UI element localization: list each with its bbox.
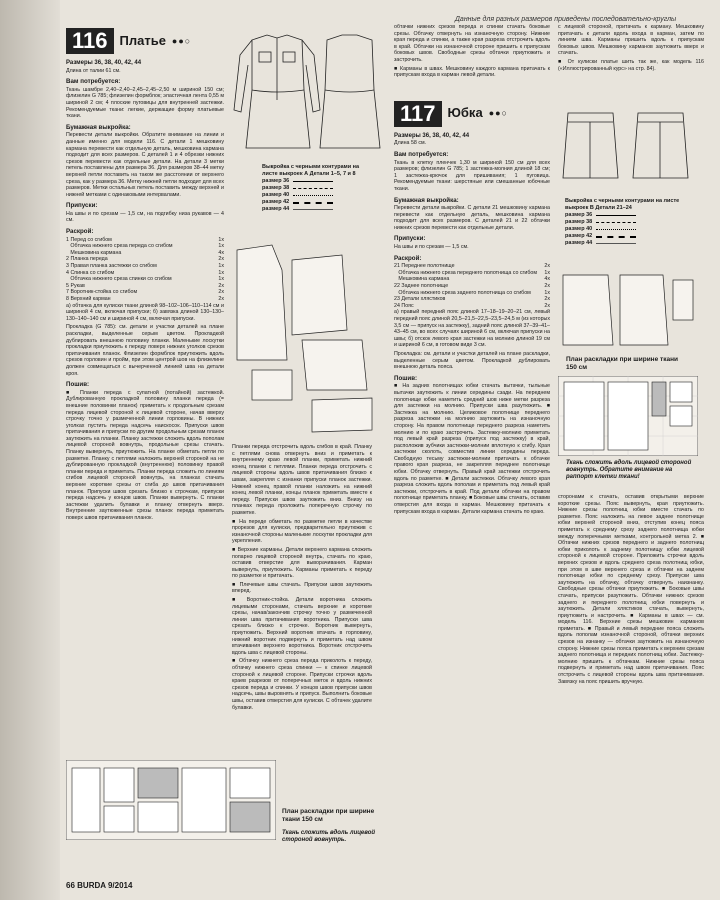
page-header-caption: Данные для разных размеров приведены последовательно-круглы <box>455 16 677 23</box>
dress-plan-title: План раскладки при ширине ткани 150 см <box>282 808 375 823</box>
skirt-pattern-legend <box>565 198 685 247</box>
heading-cutting: Раскрой: <box>66 228 94 236</box>
cutting-item: Обтачка нижнего среза спинки со сгибом 1x <box>70 276 224 283</box>
cutting-item: Обтачка нижнего среза переда со сгибом 1x <box>70 243 224 250</box>
skirt-technical-drawing <box>558 108 698 183</box>
model-sizes: Размеры 36, 38, 40, 42, 44 <box>394 132 470 139</box>
column-skirt-instructions <box>394 24 550 884</box>
sewing-text: ■ На задних полотнищах юбки стачать вытачки, тыльные вытачки заутюжить к линии середины сзади. На переднем полотнище юбки наметить средний шов ниже метки разреза для застежки на молнию. Припуски шва разутюжить. ■ Застежка на молнию. Целиковое полотнище переднего разреза застежки на молнию заутюжить на изнаночную сторону. На правом полотнище переднего разреза наметить молнию и по краю застрочить. Застежку-молнию приметать под левый край разреза (припуск под застежку) в край, расположив зубчики застежки-молнии вплотную к сгибу. Края застежки сколоть, совместив линии середины переда. Свободную тесьму застежки-молнии притачать к обтачке правого края разреза, не закрепляя переднее полотнище юбки. Обтачку отвернуть. Правый край застежки отстрочить вдоль по разметке. ■ Детали застежки. Обтачку левого края разреза сложить вдоль пополам и приметать под левый край застежки, отстрочить в край. Под детали обтачки на правом полотнище приметать планку. ■ Боковые швы стачать, оставив отверстия для входа в карман. Мешковину притачать к припускам входа в карман. Детали кармана стачать по краю. <box>394 383 550 515</box>
allowances-text: На швы и по срезам — 1,5 см, на подгибку низа рукавов — 4 см. <box>66 210 224 224</box>
legend-size-row: размер 44 <box>262 206 372 213</box>
legend-size-row: размер 38 <box>565 219 685 226</box>
fusing-text: Прокладка (G 785): см. детали и участки деталей на плане раскладки, выделенные серым цветом. Прокладкой дублировать внешнюю половину планки. Маленькие лоскутки прокладки приутюжить к переду поверх нижних уголков срезов притачивания планок. Флизелин формблок приутюжить вдоль срезов горловин и пройм, при этом центрой шов на флизелине должен совмещаться с вычерченной линией шва на детали кроя. <box>66 324 224 377</box>
col2-text-5: ■ Воротник-стойка. Детали воротника сложить лицевыми сторонами, стачать верхние и короткие срезы, начав/закончив строчку точно у размеченной линии шва притачивания воротника. Припуски шва срезать близко к строчке. Воротник вывернуть, приутюжить. Верхний воротник втачать в горловину, нижний воротник подвернуть и приметать над швом втачивания верхнего воротника. Воротник отстрочить вдоль шва с лицевой стороны. <box>232 597 372 656</box>
cutting-item: Мешковина кармана 4x <box>70 249 224 256</box>
skirt-pattern-pieces <box>558 270 698 350</box>
model-name: Платье <box>119 32 166 48</box>
cutting-item: 22 Заднее полотнище 2x <box>394 283 550 290</box>
cutting-list <box>66 237 224 303</box>
model-number: 116 <box>66 28 114 54</box>
allowances-text: На швы и по срезам — 1,5 см. <box>394 244 469 251</box>
col4-belt: ■ От кулиски платье шить так же, как модель 116 («Иллюстрированный курс» на стр. 84). <box>558 58 704 72</box>
cutting-item: 8 Верхний карман 2x <box>66 296 224 302</box>
column-dress-instructions <box>66 24 224 844</box>
column-dress-continued <box>232 444 372 744</box>
col2-text-6: ■ Обтачку нижнего среза переда приколоть к переду, обтачку нижнего среза спинки — к спинке лицевой стороной к лицевой стороне. Припуски строчки вдоль краев разрезов от поперечных меток и вдоль нижних срезов переда и спинки. У концов швов припуски швов надсечь, швы выровнять и припуск. Выполнить боковые швы, оставив отверстия для кулиски. С обтачек удалите булавки. <box>232 658 372 711</box>
legend-size-row: размер 36 <box>262 178 372 185</box>
heading-allowances: Припуски: <box>66 202 98 210</box>
cutting-item: 21 Переднее полотнище 2x <box>394 263 550 270</box>
heading-needed: Вам потребуется: <box>394 150 449 158</box>
cutting-item: Обтачка нижнего среза переднего полотнища со сгибом 1x <box>398 269 550 276</box>
page-number: 66 <box>66 881 75 890</box>
cutting-item: 2 Планка переда 2x <box>66 256 224 263</box>
model-sizes: Размеры 36, 38, 40, 42, 44 <box>66 60 142 66</box>
legend-size-row: размер 38 <box>262 185 372 192</box>
col3-intro: обтачки нижних срезов переда и спинки стачать боковые срезы. Обтачку отвернуть на изнаночную сторону. Нижние края переда и спинки, а также края разреза отстрочить вдоль в край. Обтачки на изнаночной стороне пришить к припускам боковых швов. Свободные срезы обтачки приутюжить и застрочить. <box>394 24 550 63</box>
cutting-extra: а) обтачка для кулиски ткани длиной 98–102–106–110–114 см и шириной 4 см, включая припуски; б) завязка длиной 130–130–130–140–140 см и шириной 4 см, включая припуски. <box>66 302 224 322</box>
cutting-extra: а) правый передний пояс длиной 17–18–19–20–21 см, левый передний пояс длиной 20,5–21,5–22,5–23,5–24,5 м (из которых 3,5 см — припуск на застежку), задний пояс длиной 37–39–41–43–45 см, во всех случаях шириной 6 см, включая припуски на швы; б) отскок левого края застежки на молнию длиной 19 см и шириной 6 см, в готовом виде 3 см. <box>394 309 550 349</box>
dress-pattern-pieces <box>232 240 382 440</box>
cutting-item: 24 Пояс 2x <box>394 302 550 309</box>
cutting-item: 3 Правая планка застежки со сгибом 1x <box>66 263 224 270</box>
model-title-117 <box>394 101 550 127</box>
legend-size-row: размер 42 <box>262 199 372 206</box>
fusing-text: Прокладка: см. детали и участки деталей на плане раскладки, выделенные серым цветом. Прокладкой дублировать внешнюю деталь пояса. <box>394 350 550 371</box>
difficulty-dots: ●●○ <box>171 35 192 46</box>
skirt-plan-title: План раскладки при ширине ткани 150 см <box>566 356 679 371</box>
cutting-item: 7 Воротник-стойка со сгибом 2x <box>66 289 224 296</box>
page-footer <box>66 881 132 890</box>
model-length: Длина 58 см. <box>394 140 427 147</box>
needed-text: Ткань шамбре 2,40–2,40–2,45–2,45–2,50 м шириной 150 см; флизелин G 785; флизелин формблок; эластичная лента 0,55 м шириной 2 см; 4 плоские пуговицы для внутренней застежки. Рекомендуемые ткани: легкие, держащие форму платьевые ткани. <box>66 86 224 120</box>
col2-text-4: ■ Плечевые швы стачать. Припуски швов заутюжить вперед. <box>232 581 372 595</box>
legend-size-row: размер 44 <box>565 240 685 247</box>
pattern-text: Перевести детали выкройки. Обратите внимание на линии и данные именно для модели 116. С детали 1 мешковину кармана перевести как отдельную деталь, мешковина кармана подходит для всех размеров. С деталей 1 и 4 обрезки нижних срезов перевести как отдельные детали. На детали 3 метки петель поставлены для размера 36. Для размеров 38–44 метку верхней петли поставить на таком же расстоянии от верхнего среза, как у размера 36. Метку нижней петли подходит для всех размеров. Метки остальных петель поставить между верхней и нижней метками с одинаковыми интервалами. <box>66 132 224 198</box>
col2-text-1: Планки переда отстрочить вдоль сгибов в край. Планку с петлями снова отвернуть вниз и приметать к внутреннему краю левой планки, приметать нижний конец планки с петлями. Планки переда отстрочить с лицевой стороны вдоль швов притачивания близко к швам, закрепляя с изнанки припуски планок застежки. Нижний конец правой планки наложить на нижний конец левой планки, концы планок приметать вместе к переду. Припуски швов заутюжить вниз. Внизу на планках переда проложить поперечную строчку по разметке. <box>232 444 372 516</box>
heading-pattern: Бумажная выкройка: <box>394 196 459 204</box>
legend-size-row: размер 40 <box>262 192 372 199</box>
legend-title: Выкройка с черными контурами на листе выкроек А Детали 1–5, 7 и 8 <box>262 164 360 177</box>
cutting-item: 4 Спинка со сгибом 1x <box>66 269 224 276</box>
needed-text: Ткань в клетку пленчек 1,30 м шириной 150 см для всех размеров; флизелин G 785; 1 застежка-молния длиной 18 см; 1 застежка-крючок для пришивания; 1 пуговица. Рекомендуемые ткани: шерстяные или смешанные юбочные ткани. <box>394 159 550 192</box>
issue-number: 9/2014 <box>107 881 133 890</box>
page-gutter <box>0 0 60 900</box>
legend-title: Выкройка с черными контурами на листе выкроек В Детали 21–24 <box>565 198 680 211</box>
legend-size-row: размер 36 <box>565 212 685 219</box>
legend-size-row: размер 42 <box>565 233 685 240</box>
model-title-116 <box>66 28 224 54</box>
col4-intro: с лицевой стороной, притачать к карману. Мешковину притачать к детали вдоль входа в карман, затем по линиям шва. Карманы пришить вдоль к припускам боковых швов. Мешковину карманов заутюжить вверх и стачать. <box>558 24 704 57</box>
dress-plan-note: Ткань сложить вдоль лицевой стороной вовнутрь. <box>282 830 376 843</box>
heading-sewing: Пошив: <box>66 381 90 389</box>
pattern-text: Перевести детали выкройки. С детали 21 мешковину кармана перевести как отдельную деталь, мешковина кармана подходит для всех размеров. С деталей 21 и 22 обтачки нижних срезов перевести как отдельные детали. <box>394 205 550 231</box>
heading-allowances: Припуски: <box>394 235 426 243</box>
dress-technical-drawing <box>232 30 382 160</box>
cutting-item: 5 Рукав 2x <box>66 282 224 289</box>
cutting-item: 1 Перед со сгибом 1x <box>66 236 224 243</box>
model-length: Длина от талии 61 см. <box>66 67 121 74</box>
difficulty-dots: ●●○ <box>488 108 508 119</box>
cutting-list <box>394 263 550 309</box>
column-skirt-top <box>558 24 704 104</box>
cutting-item: 23 Детали хлястиков 2x <box>394 296 550 303</box>
model-name: Юбка <box>447 105 483 121</box>
brand-name: BURDA <box>77 881 106 890</box>
cutting-item: Обтачка нижнего среза заднего полотнища со сгибом 1x <box>398 289 550 296</box>
column-skirt-continued <box>558 494 704 889</box>
heading-sewing: Пошив: <box>394 374 418 382</box>
skirt-plan-note: Ткань сложить вдоль лицевой стороной вовнутрь. Обратите внимание на раппорт клетки ткани! <box>566 460 692 480</box>
model-number: 117 <box>394 101 442 127</box>
dress-cutting-layout <box>66 760 276 840</box>
legend-size-row: размер 40 <box>565 226 685 233</box>
heading-pattern: Бумажная выкройка: <box>66 123 131 131</box>
col2-text-3: ■ Верхние карманы. Детали верхнего кармана сложить попарно лицевой стороной внутрь, стачать по краю, оставив отверстие для выворачивания. Карман вывернуть, приутюжить. Карманы приметать к переду по разметке и притачать. <box>232 546 372 580</box>
col3-pockets: ■ Карманы в швах. Мешковину каждого кармана притачать к припускам входа в карман левой детали. <box>394 65 550 79</box>
cutting-item: Мешковина кармана 4x <box>398 276 550 283</box>
heading-needed: Вам потребуется: <box>66 78 121 86</box>
skirt-cutting-layout <box>558 376 698 456</box>
heading-cutting: Раскрой: <box>394 254 422 262</box>
col2-text-2: ■ На переде обметать по разметке петли в качестве прорезов для кулиски, предварительно приутюжив с изнаночной стороны маленькие лоскутки прокладки для укрепления. <box>232 518 372 545</box>
col4-text: сторонами к стачать, оставив открытыми верхние короткие срезы. Пояс вывернуть, края приутюжить. Нижние срезы полотнищ юбки вместе стачать по разметке. Пояс наложить на левое заднее полотнище юбки верхней стороной вниз, отступив конец пояса приметать к среднему срезу заднего полотнища юбки между поперечными метками, контрольной метка 2. ■ Обтачки нижних срезов переднего и заднего полотнищ юбки приколоть к заднему полотнищу юбки лицевой стороной к лицевой стороне. Приложить строчки вдоль верхних срезов и вдоль среднего среза полотнищ юбки, при этом в шве верхнего среза и обтачки на заднем полотнище юбки по среднему срезу. Припуски шва заутюжить на обтачку, обтачку отвернуть наизнанку. Свободные срезы обтачки приутюжить. ■ Боковые швы стачать, припуски разутюжить. Обтачки нижних срезов заднего и переднего полотнищ юбки повернуть и заутюжить. Детали хлястиков стачать, вывернуть, приутюжить и настрочить. ■ Карманы в швах — см. модель 116. Верхние срезы мешковин карманов приметать. ■ Правый и левый передние пояса сложить вдоль пополам изнаночной стороной, обтачки верхних срезов на изнанку — обтачки заутюжить на изнаночную сторону. Нижние срезы пояса приметать к верхним срезам заднего полотнища и передних полотнищ юбки. Застежку-молнию пришить к обтачкам. Нижние срезы пояса подвернуть и приметать над швом притачивания. Пояс отстрочить с лицевой стороны вдоль шва притачивания. Завязку на пояс пришить вручную. <box>558 494 704 685</box>
sewing-text: ■ Планки переда с супатной (потайной) застежкой. Дублированную прокладкой половину планки переда (= внешние половинки планок) приметать к продольным срезам переда лицевой стороной к лицевой стороне, начав вверху строчку точно у размеченной линии горловины. В нижних уголках пустить переда надсечь наискосок. Припуски швов притачивания и припуски по другим продольным срезам планок заутюжить на планки. Планку застежки сложить вдоль пополам лицевой стороной вовнутрь, продольные срезы стачать. Планку вывернуть, приутюжить. На планке обметать петли по разметке. Планку с петлями наложить верхней стороной на не дублированную прокладкой (внутреннюю) половинку правой планки переда и приметать. Планки переда сложить по линиям сгибов лицевой стороной вовнутрь, на планках стачать верхние короткие срезы от сгиба до швов притачивания планок. Припуски швов срезать близко к строчкам, припуски переда надсечь у концов швов. Планки вывернуть. С планки застежки удалить булавки и планку отвернуть вверх. Внутренние заутюженные срезы планок переда приметать поверх швов притачивания планок. <box>66 389 224 521</box>
dress-pattern-legend <box>262 164 372 213</box>
